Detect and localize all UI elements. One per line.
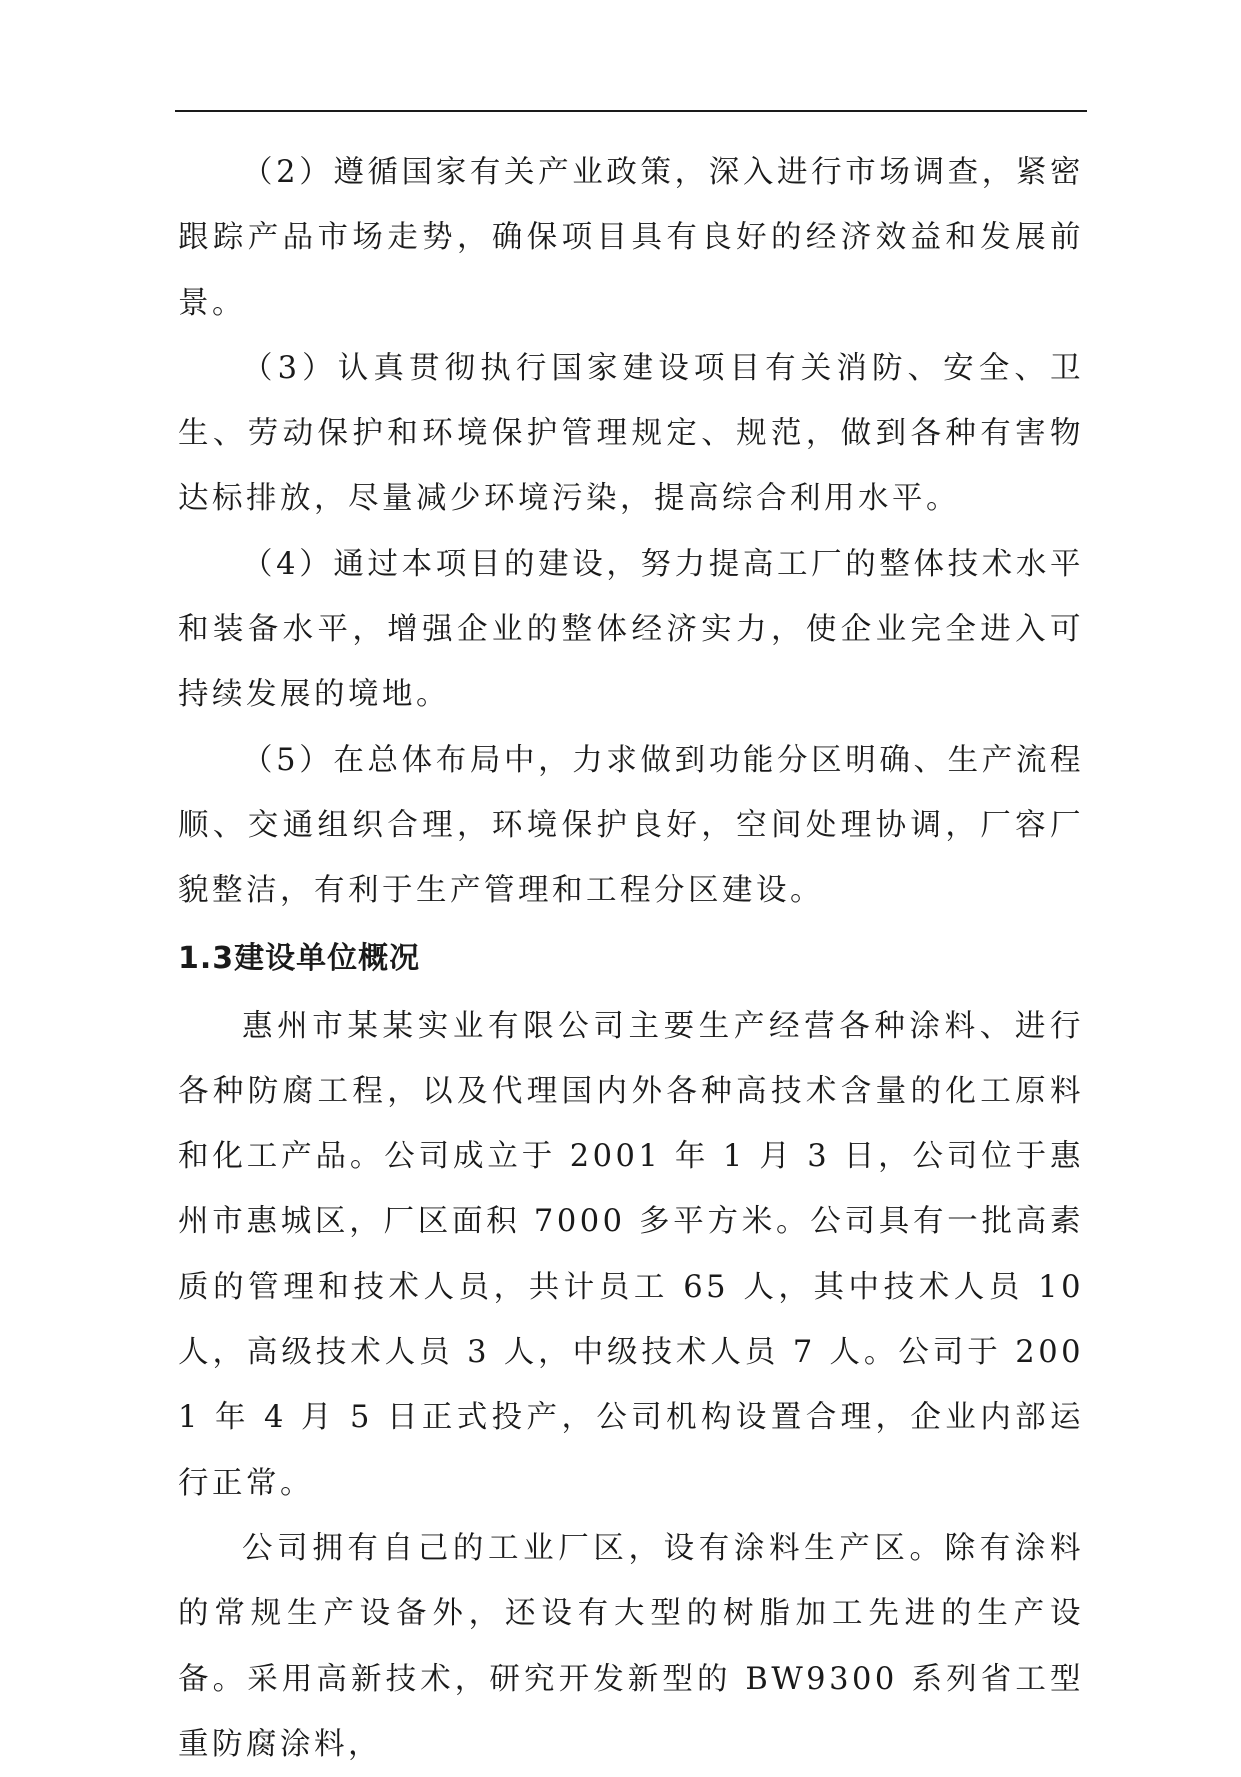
section-heading: 1.3建设单位概况 (178, 940, 421, 976)
paragraph-company-overview: 惠州市某某实业有限公司主要生产经营各种涂料、进行各种防腐工程，以及代理国内外各种高技术含量的化工原料和化工产品。公司成立于 2001 年 1 月 3 日，公司位于惠州市惠城区，厂区面积 7000 多平方米。公司具有一批高素质的管理和技术人员，共计员工 65 人，其中技术人员 10 人，高级技术人员 3 人，中级技术人员 7 人。公司于 2001 年 4 月 5 日正式投产，公司机构设置合理，企业内部运行正常。 (178, 1008, 1084, 1501)
header-rule (175, 110, 1087, 112)
paragraph-principle-3: （3）认真贯彻执行国家建设项目有关消防、安全、卫生、劳动保护和环境保护管理规定、规范，做到各种有害物达标排放，尽量减少环境污染，提高综合利用水平。 (178, 350, 1084, 517)
page-content (178, 140, 1084, 1777)
paragraph-company-facilities: 公司拥有自己的工业厂区，设有涂料生产区。除有涂料的常规生产设备外，还设有大型的树脂加工先进的生产设备。采用高新技术，研究开发新型的 BW9300 系列省工型重防腐涂料， (178, 1530, 1084, 1762)
paragraph-principle-2: （2）遵循国家有关产业政策，深入进行市场调查，紧密跟踪产品市场走势，确保项目具有良好的经济效益和发展前景。 (178, 155, 1084, 321)
paragraph-principle-5: （5）在总体布局中，力求做到功能分区明确、生产流程顺、交通组织合理，环境保护良好，空间处理协调，厂容厂貌整洁，有利于生产管理和工程分区建设。 (178, 742, 1084, 909)
paragraph-principle-4: （4）通过本项目的建设，努力提高工厂的整体技术水平和装备水平，增强企业的整体经济实力，使企业完全进入可持续发展的境地。 (178, 546, 1084, 713)
